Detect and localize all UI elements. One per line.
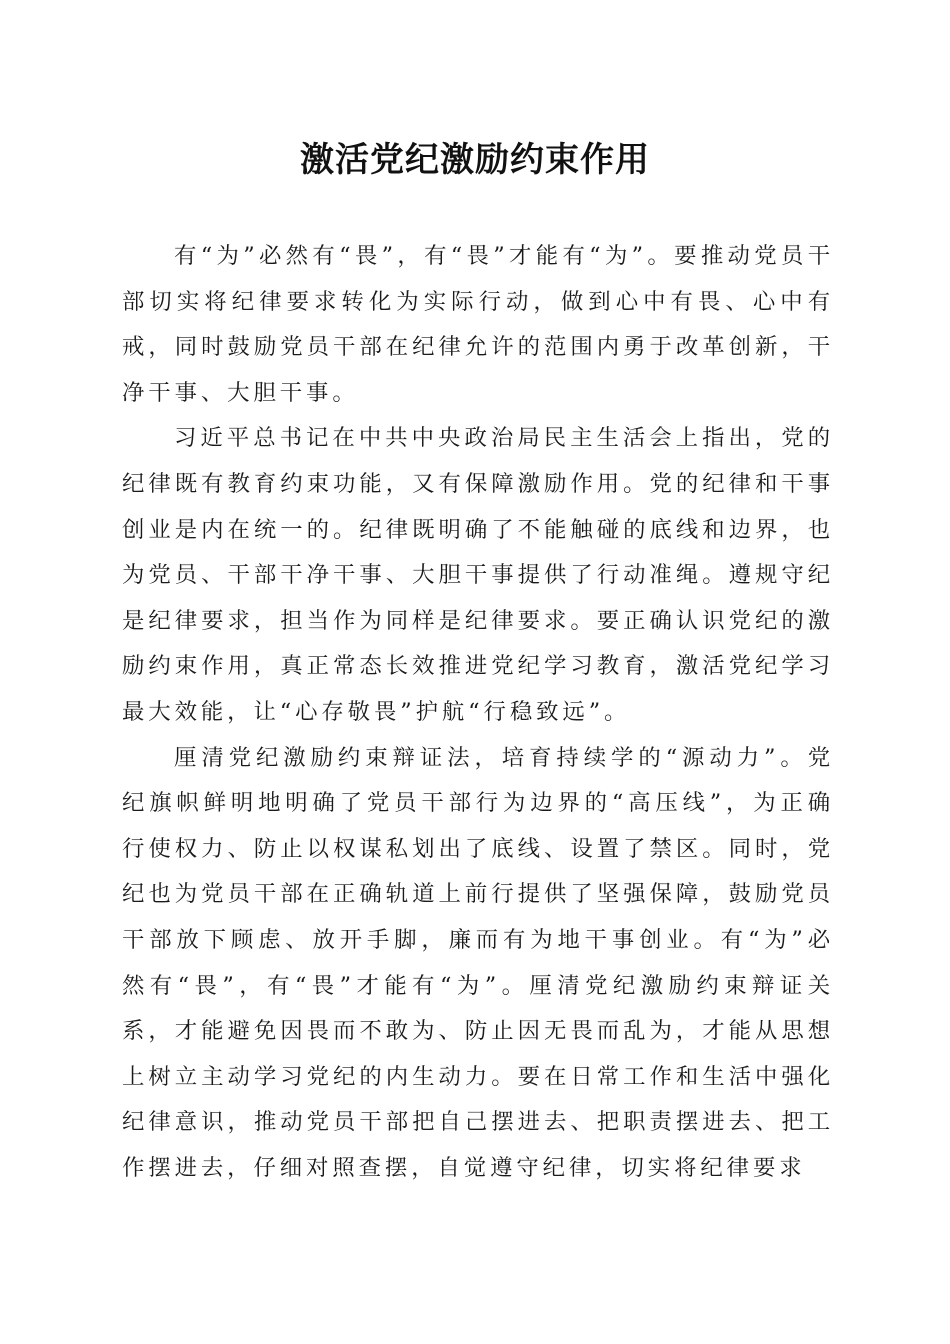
document-title: 激活党纪激励约束作用: [300, 140, 650, 180]
paragraph-3: 厘清党纪激励约束辩证法，培育持续学的“源动力”。党纪旗帜鲜明地明确了党员干部行为边界的“高压线”，为正确行使权力、防止以权谋私划出了底线、设置了禁区。同时，党纪也为党员干部在正确轨道上前行提供了坚强保障，鼓励党员干部放下顾虑、放开手脚，廉而有为地干事创业。有“为”必然有“畏”，有“畏”才能有“为”。厘清党纪激励约束辩证关系，才能避免因畏而不敢为、防止因无畏而乱为，才能从思想上树立主动学习党纪的内生动力。要在日常工作和生活中强化纪律意识，推动党员干部把自己摆进去、把职责摆进去、把工作摆进去，仔细对照查摆，自觉遵守纪律，切实将纪律要求: [122, 744, 834, 1181]
document-body: [122, 234, 834, 1191]
paragraph-2: 习近平总书记在中共中央政治局民主生活会上指出，党的纪律既有教育约束功能，又有保障激励作用。党的纪律和干事创业是内在统一的。纪律既明确了不能触碰的底线和边界，也为党员、干部干净干事、大胆干事提供了行动准绳。遵规守纪是纪律要求，担当作为同样是纪律要求。要正确认识党纪的激励约束作用，真正常态长效推进党纪学习教育，激活党纪学习最大效能，让“心存敬畏”护航“行稳致远”。: [122, 425, 834, 725]
paragraph-1: 有“为”必然有“畏”，有“畏”才能有“为”。要推动党员干部切实将纪律要求转化为实际行动，做到心中有畏、心中有戒，同时鼓励党员干部在纪律允许的范围内勇于改革创新，干净干事、大胆干事。: [122, 243, 834, 406]
